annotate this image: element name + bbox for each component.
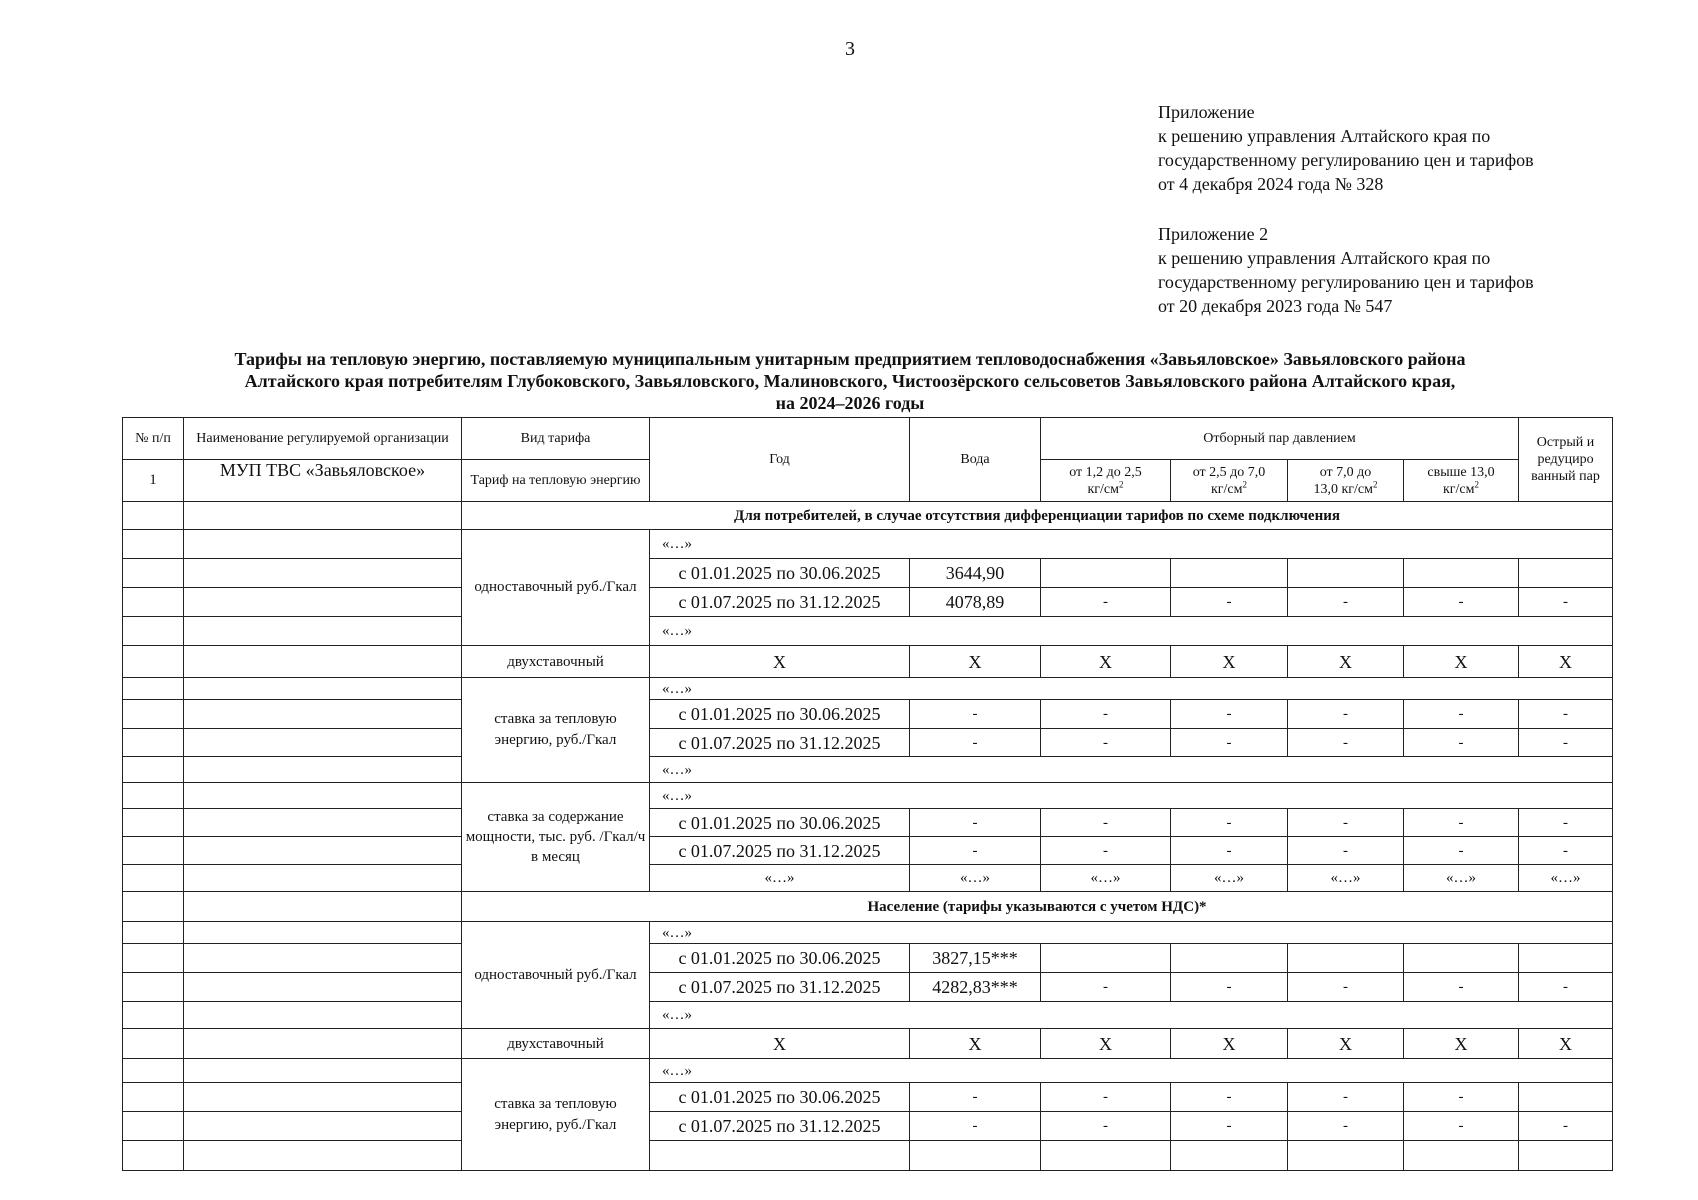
header-pressure-3: от 7,0 до 13,0 $кг/см^2$ — [1288, 460, 1404, 502]
appendix-line: Приложение 2 — [1158, 224, 1269, 244]
period-cell: с 01.01.2025 по 30.06.2025 — [650, 809, 910, 837]
ellipsis-cell: «…» — [650, 1002, 1613, 1029]
section-row — [123, 502, 1613, 530]
table-row — [123, 530, 1613, 559]
appendix-1-block — [1158, 100, 1598, 196]
dash-cell: - — [1288, 1112, 1404, 1141]
table-row — [123, 973, 1613, 1002]
tariff-kind-capacity: ставка за содержание мощности, тыс. руб. /Гкал/ч в месяц — [462, 783, 650, 892]
period-cell: с 01.07.2025 по 31.12.2025 — [650, 588, 910, 617]
dash-cell: - — [1519, 588, 1613, 617]
dash-cell: - — [1404, 1083, 1519, 1112]
ellipsis-cell: «…» — [1171, 865, 1288, 892]
header-pressure-1: от 1,2 до 2,5 $кг/см^2$ — [1041, 460, 1171, 502]
dash-cell: - — [1404, 700, 1519, 729]
row-number: 1 — [123, 460, 184, 502]
x-cell: Х — [1404, 1029, 1519, 1059]
header-org: Наименование регулируемой организации — [184, 418, 462, 460]
dash-cell: - — [1288, 1083, 1404, 1112]
table-row — [123, 1083, 1613, 1112]
section-row — [123, 892, 1613, 922]
table-row — [123, 837, 1613, 865]
dash-cell: - — [1519, 809, 1613, 837]
table-row — [123, 646, 1613, 678]
appendix-line: к решению управления Алтайского края по — [1158, 126, 1491, 146]
table-row — [123, 617, 1613, 646]
dash-cell: - — [1041, 700, 1171, 729]
x-cell: Х — [1288, 1029, 1404, 1059]
dash-cell: - — [1404, 729, 1519, 757]
table-row — [123, 922, 1613, 944]
header-pressure-4: свыше 13,0 $кг/см^2$ — [1404, 460, 1519, 502]
period-cell: с 01.01.2025 по 30.06.2025 — [650, 559, 910, 588]
dash-cell: - — [910, 809, 1041, 837]
header-steam: Отборный пар давлением — [1041, 418, 1519, 460]
ellipsis-cell: «…» — [650, 678, 1613, 700]
dash-cell: - — [910, 1083, 1041, 1112]
header-num: № п/п — [123, 418, 184, 460]
header-kind: Вид тарифа — [462, 418, 650, 460]
dash-cell: - — [1288, 973, 1404, 1002]
tariff-kind-single: одноставочный руб./Гкал — [462, 530, 650, 646]
dash-cell: - — [1288, 588, 1404, 617]
title-line: Тарифы на тепловую энергию, поставляемую муниципальным унитарным предприятием тепловодоснабжения «Завьяловское» Завьяловского района — [234, 349, 1466, 369]
tariff-table — [122, 417, 1613, 1171]
table-row — [123, 944, 1613, 973]
value-cell: 4282,83*** — [910, 973, 1041, 1002]
tariff-kind-single: одноставочный руб./Гкал — [462, 922, 650, 1029]
dash-cell: - — [1288, 809, 1404, 837]
period-cell: с 01.07.2025 по 31.12.2025 — [650, 837, 910, 865]
x-cell: Х — [910, 1029, 1041, 1059]
header-year: Год — [650, 418, 910, 502]
dash-cell: - — [1171, 837, 1288, 865]
dash-cell: - — [1519, 973, 1613, 1002]
dash-cell: - — [1171, 809, 1288, 837]
dash-cell: - — [910, 1112, 1041, 1141]
x-cell: Х — [1171, 1029, 1288, 1059]
tariff-kind-energy: ставка за тепловую энергию, руб./Гкал — [462, 678, 650, 783]
x-cell: Х — [910, 646, 1041, 678]
dash-cell: - — [1288, 837, 1404, 865]
x-cell: Х — [650, 646, 910, 678]
appendix-line: к решению управления Алтайского края по — [1158, 248, 1491, 268]
page-number: 3 — [845, 38, 855, 60]
ellipsis-cell: «…» — [650, 1059, 1613, 1083]
dash-cell: - — [1404, 588, 1519, 617]
dash-cell: - — [1041, 1112, 1171, 1141]
ellipsis-cell: «…» — [650, 783, 1613, 809]
period-cell: с 01.01.2025 по 30.06.2025 — [650, 944, 910, 973]
ellipsis-cell: «…» — [1519, 865, 1613, 892]
table-row — [123, 865, 1613, 892]
dash-cell: - — [1171, 1112, 1288, 1141]
dash-cell: - — [1404, 973, 1519, 1002]
document-title — [110, 348, 1590, 414]
appendix-2-block — [1158, 222, 1598, 318]
x-cell: Х — [1519, 646, 1613, 678]
table-header-row — [123, 418, 1613, 460]
appendix-line: государственному регулированию цен и тарифов — [1158, 272, 1534, 292]
org-name: МУП ТВС «Завьяловское» — [184, 460, 462, 502]
header-water: Вода — [910, 418, 1041, 502]
appendix-line: Приложение — [1158, 102, 1255, 122]
dash-cell: - — [1041, 973, 1171, 1002]
ellipsis-cell: «…» — [650, 530, 1613, 559]
dash-cell: - — [1519, 1112, 1613, 1141]
value-cell: 3644,90 — [910, 559, 1041, 588]
ellipsis-cell: «…» — [910, 865, 1041, 892]
period-cell: с 01.07.2025 по 31.12.2025 — [650, 729, 910, 757]
header-sharp-steam: Острый и редуциро ванный пар — [1519, 418, 1613, 502]
period-cell: с 01.07.2025 по 31.12.2025 — [650, 1112, 910, 1141]
table-row — [123, 678, 1613, 700]
tariff-kind-double: двухставочный — [462, 1029, 650, 1059]
table-row — [123, 757, 1613, 783]
title-line: на 2024–2026 годы — [775, 393, 925, 413]
section-title: Население (тарифы указываются с учетом НДС)* — [462, 892, 1613, 922]
dash-cell: - — [1041, 809, 1171, 837]
table-row — [123, 1029, 1613, 1059]
table-row — [123, 559, 1613, 588]
table-row — [123, 700, 1613, 729]
dash-cell: - — [1171, 729, 1288, 757]
tariff-kind-double: двухставочный — [462, 646, 650, 678]
x-cell: Х — [1404, 646, 1519, 678]
dash-cell: - — [910, 837, 1041, 865]
table-row — [123, 783, 1613, 809]
ellipsis-cell: «…» — [1404, 865, 1519, 892]
x-cell: Х — [1041, 646, 1171, 678]
tariff-kind-main: Тариф на тепловую энергию — [462, 460, 650, 502]
period-cell: с 01.07.2025 по 31.12.2025 — [650, 973, 910, 1002]
x-cell: Х — [1288, 646, 1404, 678]
dash-cell: - — [1519, 729, 1613, 757]
value-cell: 3827,15*** — [910, 944, 1041, 973]
table-row — [123, 809, 1613, 837]
ellipsis-cell: «…» — [1288, 865, 1404, 892]
ellipsis-cell: «…» — [1041, 865, 1171, 892]
dash-cell: - — [1171, 973, 1288, 1002]
dash-cell: - — [910, 729, 1041, 757]
dash-cell: - — [1404, 809, 1519, 837]
dash-cell: - — [1288, 700, 1404, 729]
dash-cell: - — [1404, 1112, 1519, 1141]
table-row — [123, 1141, 1613, 1171]
table-row — [123, 1059, 1613, 1083]
dash-cell: - — [1404, 837, 1519, 865]
dash-cell: - — [1288, 729, 1404, 757]
dash-cell: - — [1041, 588, 1171, 617]
dash-cell: - — [1519, 700, 1613, 729]
period-cell: с 01.01.2025 по 30.06.2025 — [650, 1083, 910, 1112]
ellipsis-cell: «…» — [650, 617, 1613, 646]
title-line: Алтайского края потребителям Глубоковского, Завьяловского, Малиновского, Чистоозёрского сельсоветов Завьяловского района Алтайского края, — [244, 371, 1456, 391]
value-cell: 4078,89 — [910, 588, 1041, 617]
table-row — [123, 1112, 1613, 1141]
dash-cell: - — [1171, 700, 1288, 729]
appendix-line: от 4 декабря 2024 года № 328 — [1158, 174, 1384, 194]
dash-cell: - — [1041, 837, 1171, 865]
table-row — [123, 1002, 1613, 1029]
ellipsis-cell: «…» — [650, 865, 910, 892]
x-cell: Х — [650, 1029, 910, 1059]
ellipsis-cell: «…» — [650, 922, 1613, 944]
appendix-line: от 20 декабря 2023 года № 547 — [1158, 296, 1393, 316]
period-cell: с 01.01.2025 по 30.06.2025 — [650, 700, 910, 729]
dash-cell: - — [910, 700, 1041, 729]
dash-cell: - — [1171, 1083, 1288, 1112]
appendix-line: государственному регулированию цен и тарифов — [1158, 150, 1534, 170]
x-cell: Х — [1041, 1029, 1171, 1059]
dash-cell: - — [1041, 1083, 1171, 1112]
table-row — [123, 588, 1613, 617]
x-cell: Х — [1519, 1029, 1613, 1059]
dash-cell: - — [1519, 837, 1613, 865]
table-row — [123, 729, 1613, 757]
section-title: Для потребителей, в случае отсутствия дифференциации тарифов по схеме подключения — [462, 502, 1613, 530]
dash-cell: - — [1041, 729, 1171, 757]
header-pressure-2: от 2,5 до 7,0 $кг/см^2$ — [1171, 460, 1288, 502]
dash-cell: - — [1171, 588, 1288, 617]
tariff-kind-energy: ставка за тепловую энергию, руб./Гкал — [462, 1059, 650, 1171]
x-cell: Х — [1171, 646, 1288, 678]
ellipsis-cell: «…» — [650, 757, 1613, 783]
